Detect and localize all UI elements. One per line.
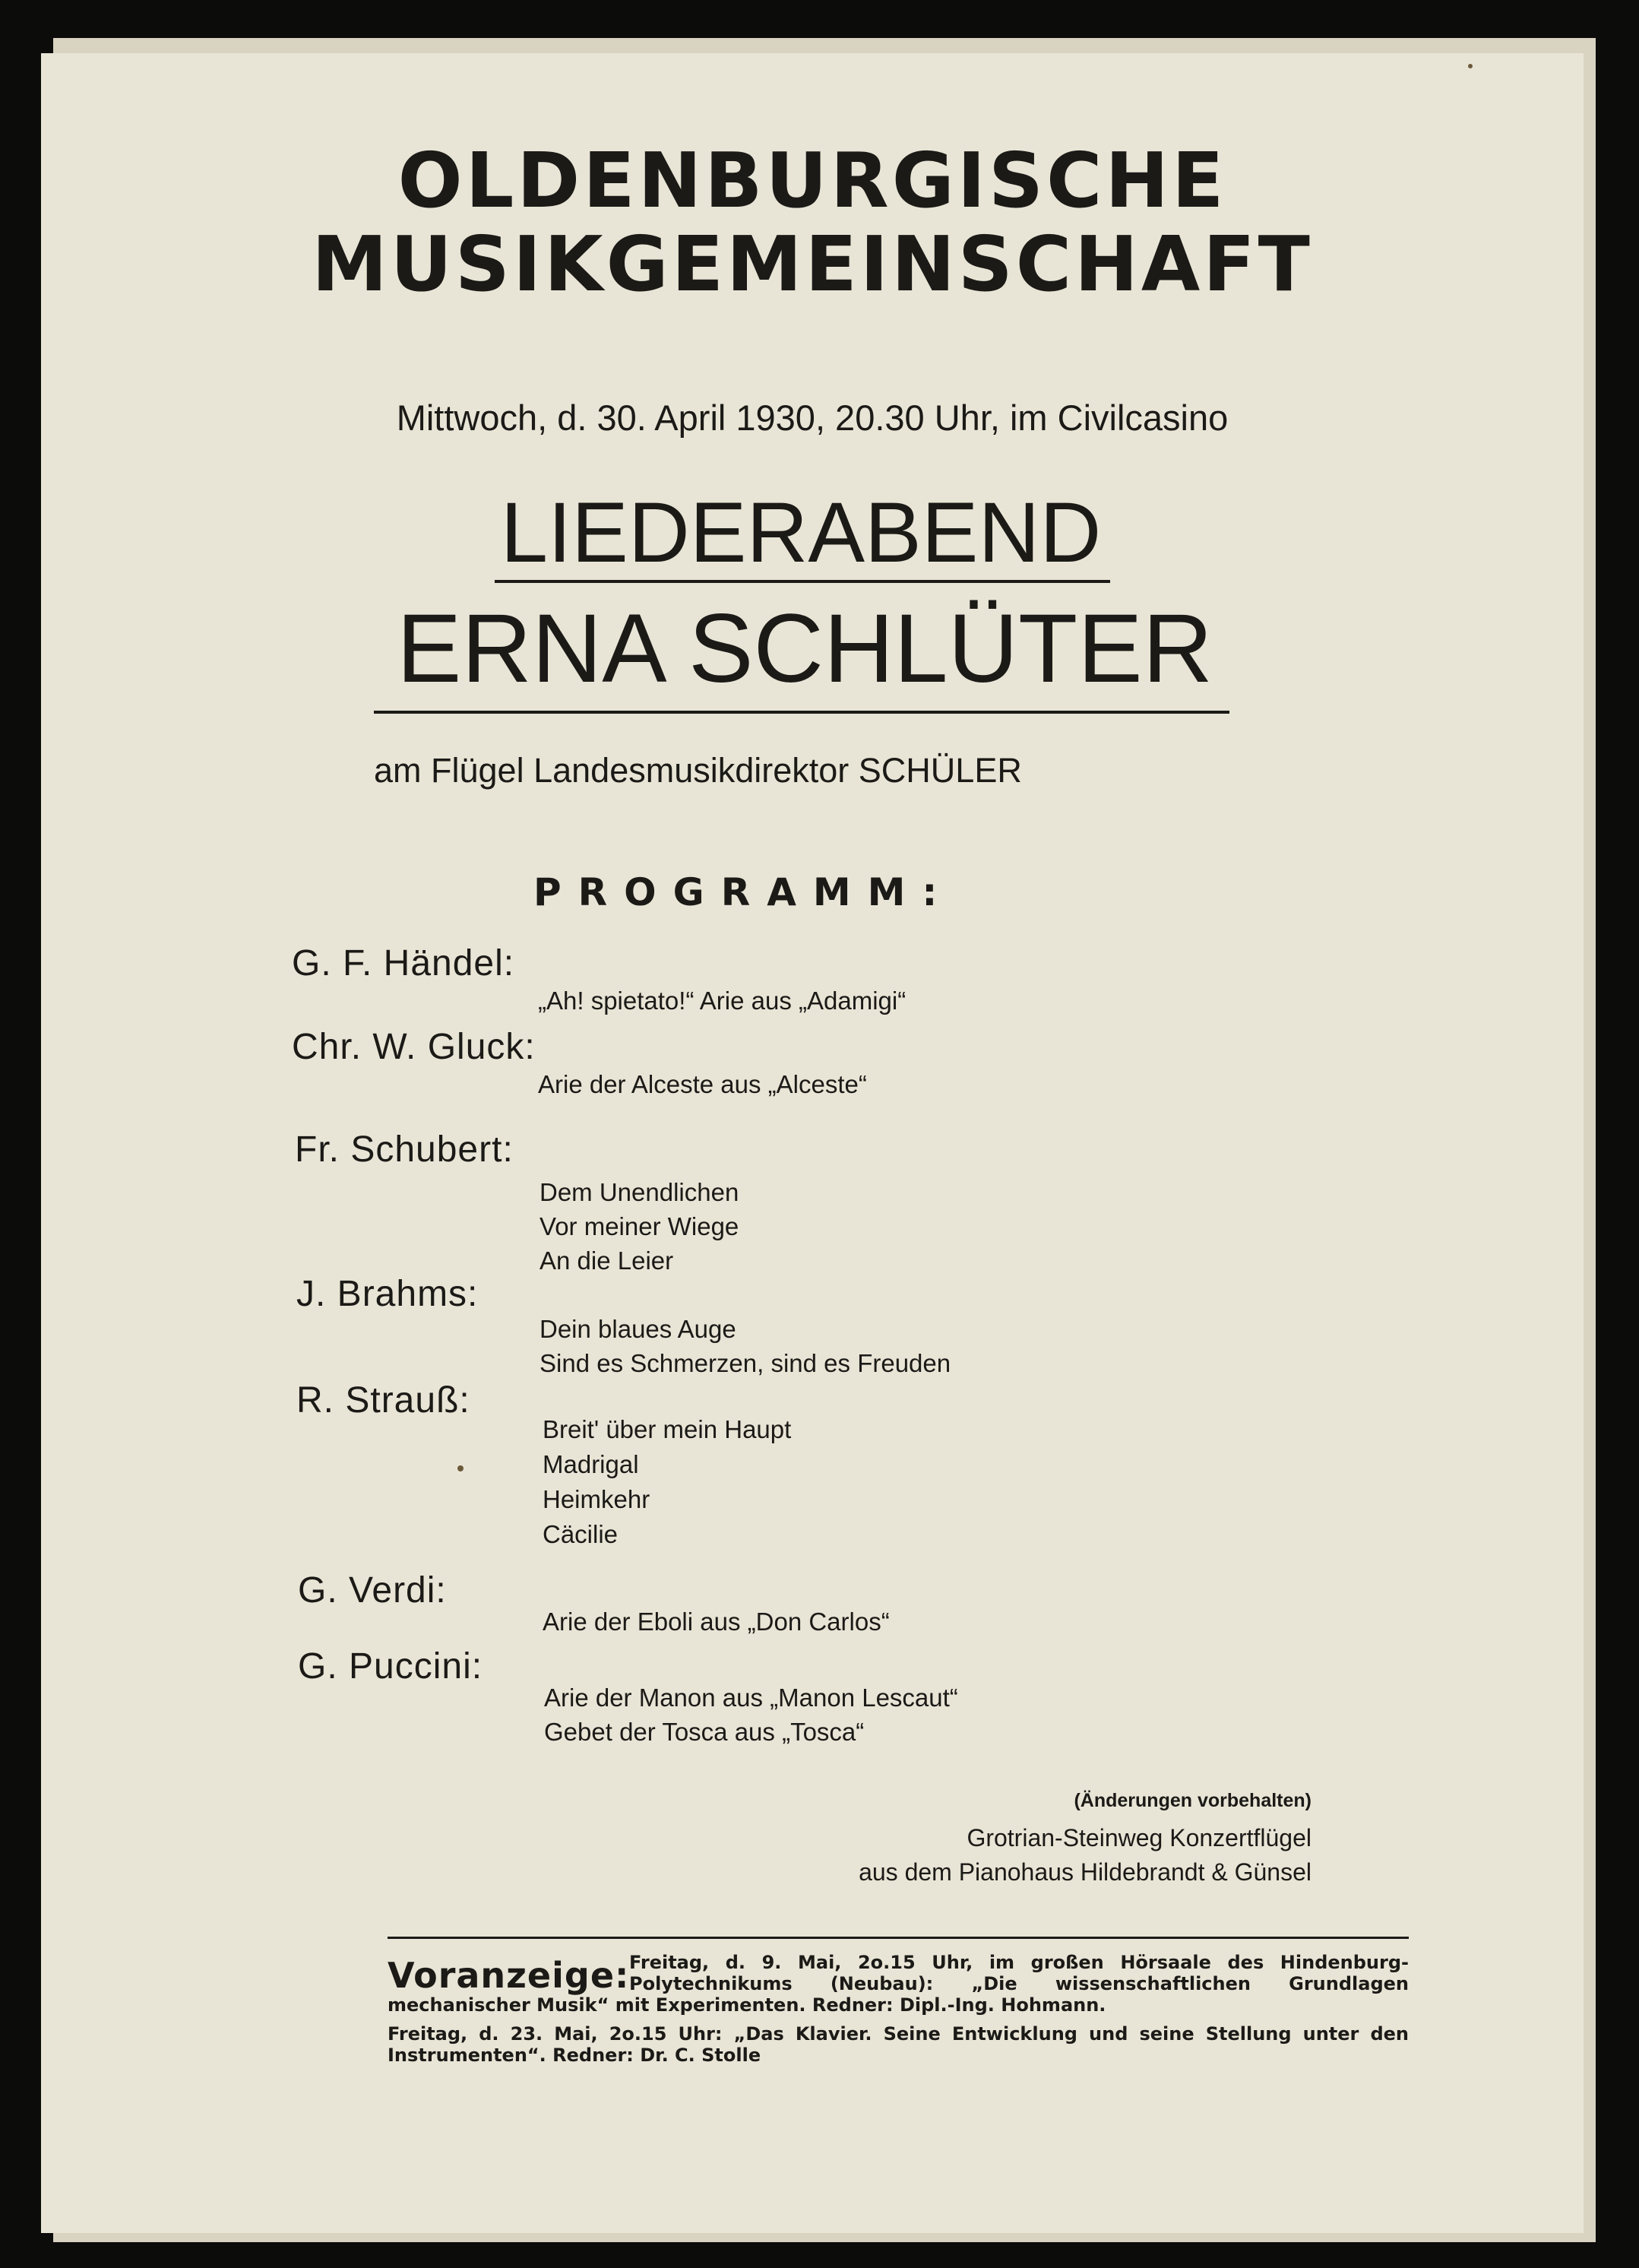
piece-strauss-4: Cäcilie [543,1520,619,1548]
preview-item1-line1: Freitag, d. 9. Mai, 2o.15 Uhr, im großen Hörsaale des Hindenburg- [629,1952,1409,1973]
piece-brahms-1: Dein blaues Auge [539,1315,736,1343]
preview-item2-line2: Instrumenten“. Redner: Dr. C. Stolle [388,2045,761,2066]
piece-schubert-3: An die Leier [539,1246,674,1275]
paper-speck [457,1465,464,1471]
paper-speck [1468,64,1473,68]
piece-gluck-1: Arie der Alceste aus „Alceste“ [538,1070,867,1098]
preview-divider [388,1937,1409,1939]
composer-puccini: G. Puccini: [298,1646,483,1687]
org-name-line2: MUSIKGEMEINSCHAFT [312,220,1313,309]
program-heading: PROGRAMM: [533,870,954,914]
composer-brahms: J. Brahms: [296,1274,479,1314]
accompanist: am Flügel Landesmusikdirektor SCHÜLER [374,751,1022,790]
composer-gluck: Chr. W. Gluck: [292,1027,536,1067]
piece-strauss-2: Madrigal [543,1450,639,1478]
event-date: Mittwoch, d. 30. April 1930, 20.30 Uhr, im Civilcasino [396,398,1229,438]
composer-strauss: R. Strauß: [296,1380,470,1421]
piece-verdi-1: Arie der Eboli aus „Don Carlos“ [543,1608,890,1636]
composer-schubert: Fr. Schubert: [295,1129,514,1170]
preview-item1-line2: Polytechnikums (Neubau): „Die wissenschaftlichen Grundlagen [629,1973,1409,1994]
piece-schubert-1: Dem Unendlichen [539,1178,739,1206]
piece-strauss-1: Breit' über mein Haupt [543,1415,792,1443]
program-sheet [41,53,1584,2233]
piano-note-line1: Grotrian-Steinweg Konzertflügel [967,1824,1312,1851]
piano-note-line2: aus dem Pianohaus Hildebrandt & Günsel [859,1858,1312,1886]
preview-label: Voranzeige: [388,1955,630,1996]
changes-note: (Änderungen vorbehalten) [1074,1790,1312,1811]
event-title: LIEDERABEND [500,485,1102,580]
piece-brahms-2: Sind es Schmerzen, sind es Freuden [539,1349,951,1377]
preview-item1-line3: mechanischer Musik“ mit Experimenten. Redner: Dipl.-Ing. Hohmann. [388,1994,1106,2016]
artist-name: ERNA SCHLÜTER [397,594,1213,703]
piece-strauss-3: Heimkehr [543,1485,650,1513]
piece-puccini-1: Arie der Manon aus „Manon Lescaut“ [544,1684,958,1712]
piece-puccini-2: Gebet der Tosca aus „Tosca“ [544,1718,865,1746]
title-underline [495,580,1110,583]
piece-haendel-1: „Ah! spietato!“ Arie aus „Adamigi“ [538,987,907,1015]
composer-verdi: G. Verdi: [298,1570,447,1611]
preview-item2-line1: Freitag, d. 23. Mai, 2o.15 Uhr: „Das Klavier. Seine Entwicklung und seine Stellung unter den [388,2023,1409,2045]
org-name-line1: OLDENBURGISCHE [397,136,1227,225]
piece-schubert-2: Vor meiner Wiege [539,1212,739,1240]
composer-haendel: G. F. Händel: [292,943,515,984]
artist-underline [374,711,1229,714]
